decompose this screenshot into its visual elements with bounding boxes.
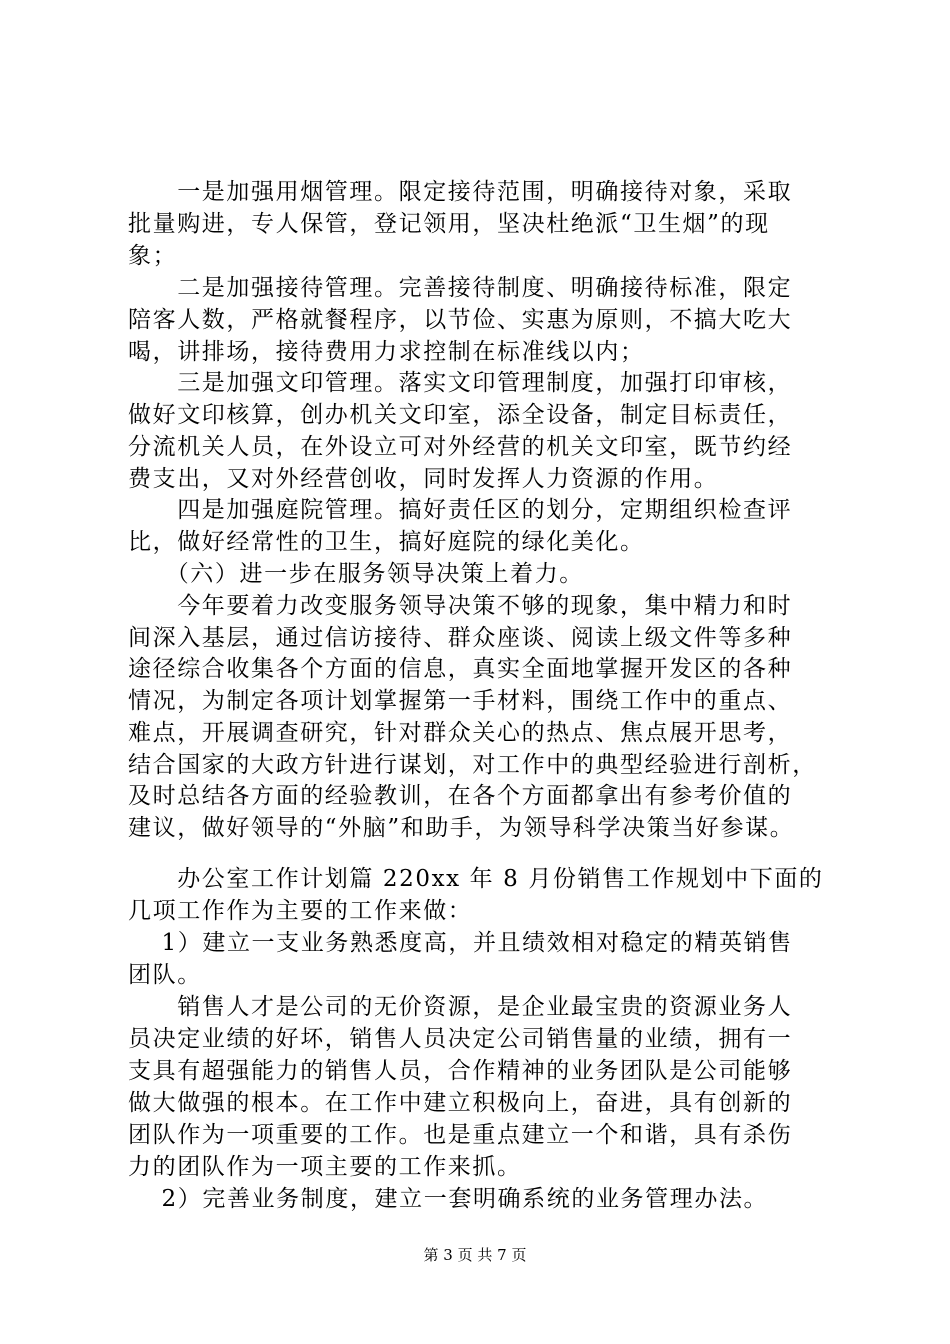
text-line: 做大做强的根本。在工作中建立积极向上，奋进，具有创新的 <box>128 1090 793 1116</box>
text-line: 2）完善业务制度，建立一套明确系统的业务管理办法。 <box>128 1186 769 1212</box>
text-line: 分流机关人员，在外设立可对外经营的机关文印室，既节约经 <box>128 434 793 460</box>
text-line: 喝，讲排场，接待费用力求控制在标准线以内； <box>128 339 645 365</box>
text-line: 几项工作作为主要的工作来做： <box>128 898 473 924</box>
text-line: 情况，为制定各项计划掌握第一手材料，围绕工作中的重点、 <box>128 688 793 714</box>
text-line: 费支出，又对外经营创收，同时发挥人力资源的作用。 <box>128 466 719 492</box>
text-line: 陪客人数，严格就餐程序，以节俭、实惠为原则，不搞大吃大 <box>128 307 793 333</box>
page-number-footer: 第 3 页 共 7 页 <box>423 1246 527 1264</box>
text-line: 做好文印核算，创办机关文印室，添全设备，制定目标责任， <box>128 402 793 428</box>
text-line: 建议，做好领导的“外脑”和助手，为领导科学决策当好参谋。 <box>128 815 795 841</box>
text-line: 支具有超强能力的销售人员，合作精神的业务团队是公司能够 <box>128 1058 793 1084</box>
text-line: 今年要着力改变服务领导决策不够的现象，集中精力和时 <box>128 593 793 619</box>
text-line: 办公室工作计划篇 220xx 年 8 月份销售工作规划中下面的 <box>128 866 824 892</box>
text-line: 难点，开展调查研究，针对群众关心的热点、焦点展开思考， <box>128 720 793 746</box>
text-line: 二是加强接待管理。完善接待制度、明确接待标准，限定 <box>128 275 793 301</box>
text-line: 间深入基层，通过信访接待、群众座谈、阅读上级文件等多种 <box>128 625 793 651</box>
text-line: 1）建立一支业务熟悉度高，并且绩效相对稳定的精英销售 <box>128 930 793 956</box>
text-line: 力的团队作为一项主要的工作来抓。 <box>128 1154 522 1180</box>
text-line: 三是加强文印管理。落实文印管理制度，加强打印审核， <box>128 370 793 396</box>
text-line: 比，做好经常性的卫生，搞好庭院的绿化美化。 <box>128 529 645 555</box>
text-line: 及时总结各方面的经验教训，在各个方面都拿出有参考价值的 <box>128 783 793 809</box>
text-line: 团队。 <box>128 962 202 988</box>
section-heading: （六）进一步在服务领导决策上着力。 <box>128 561 584 587</box>
text-line: 途径综合收集各个方面的信息，真实全面地掌握开发区的各种 <box>128 656 793 682</box>
text-line: 团队作为一项重要的工作。也是重点建立一个和谐，具有杀伤 <box>128 1122 793 1148</box>
text-line: 员决定业绩的好坏，销售人员决定公司销售量的业绩，拥有一 <box>128 1026 793 1052</box>
text-line: 销售人才是公司的无价资源，是企业最宝贵的资源业务人 <box>128 994 793 1020</box>
text-line: 批量购进，专人保管，登记领用，坚决杜绝派“卫生烟”的现 <box>128 211 770 237</box>
text-line: 一是加强用烟管理。限定接待范围，明确接待对象，采取 <box>128 179 793 205</box>
text-line: 四是加强庭院管理。搞好责任区的划分，定期组织检查评 <box>128 497 793 523</box>
text-line: 结合国家的大政方针进行谋划，对工作中的典型经验进行剖析， <box>128 752 817 778</box>
text-line: 象； <box>128 243 178 269</box>
